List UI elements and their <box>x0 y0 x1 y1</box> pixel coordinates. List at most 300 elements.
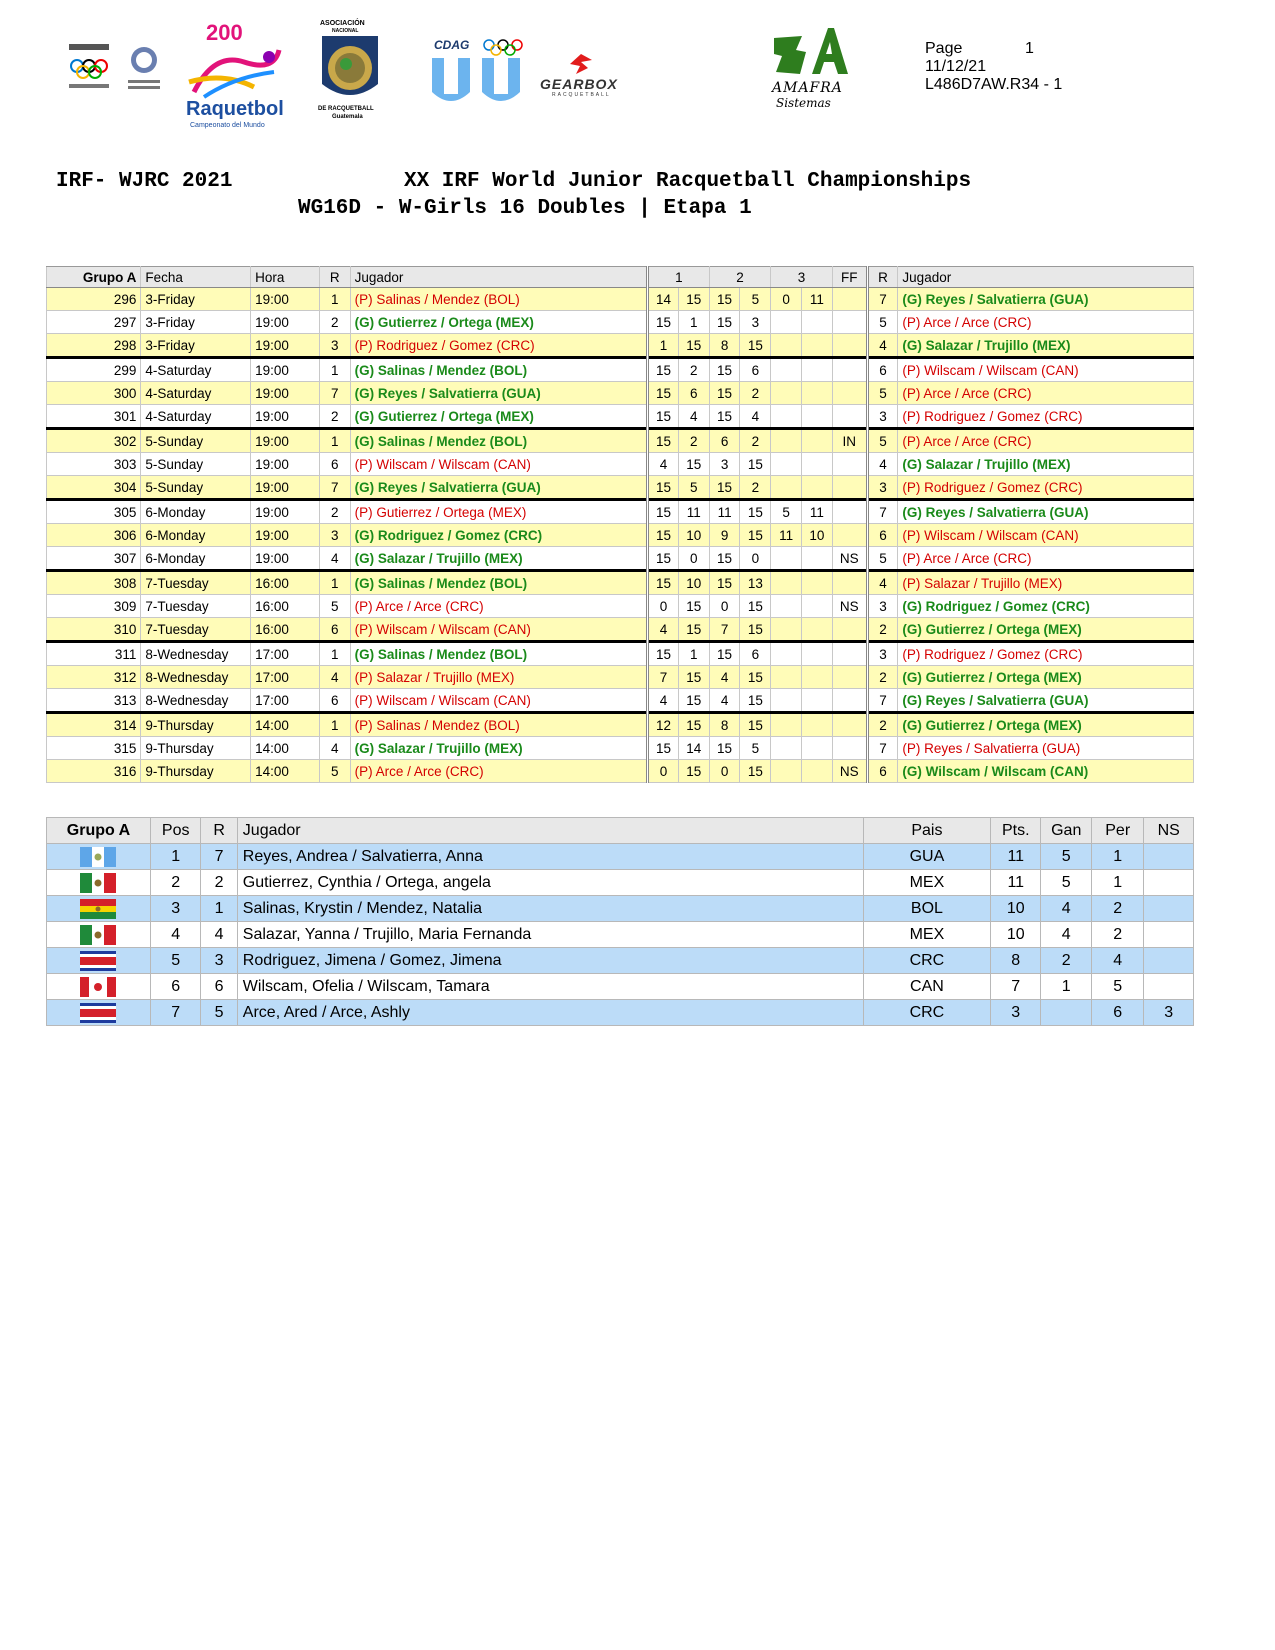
game-score: 15 <box>709 382 740 405</box>
raquetbol-sub: Campeonato del Mundo <box>190 122 265 129</box>
game-score <box>802 334 833 358</box>
st-col-r: R <box>201 818 237 844</box>
match-date: 9-Thursday <box>141 737 251 760</box>
match-date: 3-Friday <box>141 334 251 358</box>
player1-rank: 4 <box>319 737 350 760</box>
game-score: 5 <box>771 500 802 524</box>
game-score: 15 <box>740 666 771 689</box>
player1-name: (G) Salinas / Mendez (BOL) <box>350 429 648 453</box>
game-score: 15 <box>740 713 771 737</box>
match-number: 316 <box>47 760 141 783</box>
player1-rank: 3 <box>319 524 350 547</box>
game-score: 4 <box>648 618 679 642</box>
match-time: 17:00 <box>251 642 320 666</box>
match-time: 19:00 <box>251 334 320 358</box>
game-score <box>771 571 802 595</box>
player2-rank: 7 <box>867 500 898 524</box>
player2-rank: 6 <box>867 358 898 382</box>
match-date: 6-Monday <box>141 500 251 524</box>
standing-points: 11 <box>991 870 1041 896</box>
game-score <box>771 737 802 760</box>
col-hora: Hora <box>251 267 320 288</box>
standings-row <box>47 844 1194 870</box>
matches-table <box>46 266 1194 783</box>
player1-rank: 1 <box>319 571 350 595</box>
standing-points: 10 <box>991 922 1041 948</box>
game-score: 5 <box>740 288 771 311</box>
game-score: 15 <box>648 642 679 666</box>
matches-header-row <box>47 267 1194 288</box>
game-score <box>802 595 833 618</box>
matches-body <box>47 288 1194 783</box>
asociacion-top-text: ASOCIACIÓN <box>320 20 365 27</box>
standing-rank: 1 <box>201 896 237 922</box>
player1-rank: 1 <box>319 288 350 311</box>
game-score: 11 <box>709 500 740 524</box>
standing-rank: 5 <box>201 1000 237 1026</box>
standing-ns <box>1144 922 1194 948</box>
standing-lost: 2 <box>1091 922 1144 948</box>
match-time: 19:00 <box>251 405 320 429</box>
player1-rank: 2 <box>319 405 350 429</box>
match-number: 305 <box>47 500 141 524</box>
asociacion-bottom-text: DE RACQUETBALL <box>318 106 374 112</box>
game-score: 8 <box>709 334 740 358</box>
flag-cell <box>47 870 151 896</box>
game-score: 1 <box>648 334 679 358</box>
flag-cell <box>47 922 151 948</box>
game-score: 15 <box>709 358 740 382</box>
standing-points: 7 <box>991 974 1041 1000</box>
player1-rank: 6 <box>319 453 350 476</box>
standing-ns: 3 <box>1144 1000 1194 1026</box>
game-score: 5 <box>678 476 709 500</box>
col-group: Grupo A <box>47 267 141 288</box>
col-r2: R <box>867 267 898 288</box>
match-row <box>47 689 1194 713</box>
match-number: 302 <box>47 429 141 453</box>
player1-rank: 5 <box>319 595 350 618</box>
game-score <box>802 713 833 737</box>
game-score <box>771 453 802 476</box>
forfeit-flag <box>832 713 867 737</box>
match-time: 16:00 <box>251 595 320 618</box>
standing-players: Arce, Ared / Arce, Ashly <box>237 1000 863 1026</box>
game-score: 15 <box>648 429 679 453</box>
standing-ns <box>1144 870 1194 896</box>
match-date: 4-Saturday <box>141 405 251 429</box>
player1-name: (P) Gutierrez / Ortega (MEX) <box>350 500 648 524</box>
country-flag-icon <box>80 899 116 919</box>
match-date: 8-Wednesday <box>141 642 251 666</box>
forfeit-flag <box>832 500 867 524</box>
match-row <box>47 358 1194 382</box>
game-score: 2 <box>740 429 771 453</box>
game-score <box>802 547 833 571</box>
match-time: 17:00 <box>251 666 320 689</box>
game-score: 15 <box>740 524 771 547</box>
game-score: 15 <box>740 595 771 618</box>
player1-name: (G) Gutierrez / Ortega (MEX) <box>350 311 648 334</box>
match-row <box>47 453 1194 476</box>
flag-cell <box>47 948 151 974</box>
col-game-1: 1 <box>648 267 710 288</box>
match-time: 14:00 <box>251 737 320 760</box>
gearbox-sub: RACQUETBALL <box>552 92 611 98</box>
game-score: 15 <box>709 737 740 760</box>
game-score <box>771 311 802 334</box>
match-date: 9-Thursday <box>141 713 251 737</box>
game-score: 11 <box>678 500 709 524</box>
player2-rank: 5 <box>867 429 898 453</box>
match-time: 19:00 <box>251 358 320 382</box>
match-row <box>47 288 1194 311</box>
standing-won: 1 <box>1041 974 1091 1000</box>
page-number: 1 <box>1025 40 1034 57</box>
match-date: 5-Sunday <box>141 476 251 500</box>
player1-rank: 4 <box>319 547 350 571</box>
standing-ns <box>1144 844 1194 870</box>
col-jugador: Jugador <box>350 267 648 288</box>
match-row <box>47 666 1194 689</box>
player1-rank: 1 <box>319 358 350 382</box>
player2-name: (P) Rodriguez / Gomez (CRC) <box>898 405 1194 429</box>
game-score: 2 <box>740 382 771 405</box>
standings-row <box>47 1000 1194 1026</box>
match-number: 298 <box>47 334 141 358</box>
ministry-crest-logo <box>124 42 164 92</box>
flag-cell <box>47 1000 151 1026</box>
match-number: 306 <box>47 524 141 547</box>
game-score: 0 <box>709 760 740 783</box>
player2-rank: 4 <box>867 453 898 476</box>
standing-won: 4 <box>1041 896 1091 922</box>
flag-cell <box>47 844 151 870</box>
player2-rank: 7 <box>867 288 898 311</box>
player2-name: (G) Gutierrez / Ortega (MEX) <box>898 713 1194 737</box>
player1-rank: 6 <box>319 689 350 713</box>
player2-rank: 3 <box>867 642 898 666</box>
player2-name: (G) Gutierrez / Ortega (MEX) <box>898 666 1194 689</box>
country-flag-icon <box>80 1003 116 1023</box>
game-score <box>771 666 802 689</box>
match-date: 7-Tuesday <box>141 571 251 595</box>
game-score: 4 <box>740 405 771 429</box>
game-score <box>802 429 833 453</box>
game-score: 15 <box>678 595 709 618</box>
game-score: 15 <box>648 737 679 760</box>
st-col-per: Per <box>1091 818 1144 844</box>
standing-points: 10 <box>991 896 1041 922</box>
game-score: 15 <box>709 571 740 595</box>
player1-rank: 1 <box>319 642 350 666</box>
game-score: 14 <box>648 288 679 311</box>
olympic-rings-icon <box>482 38 524 56</box>
player2-name: (P) Wilscam / Wilscam (CAN) <box>898 358 1194 382</box>
forfeit-flag <box>832 618 867 642</box>
match-number: 301 <box>47 405 141 429</box>
player1-rank: 2 <box>319 311 350 334</box>
game-score <box>771 595 802 618</box>
match-row <box>47 311 1194 334</box>
match-row <box>47 524 1194 547</box>
game-score: 2 <box>740 476 771 500</box>
match-row <box>47 642 1194 666</box>
standings-body <box>47 844 1194 1026</box>
standing-lost: 4 <box>1091 948 1144 974</box>
game-score <box>771 547 802 571</box>
game-score: 2 <box>678 429 709 453</box>
game-score: 7 <box>648 666 679 689</box>
game-score <box>802 382 833 405</box>
game-score <box>802 618 833 642</box>
game-score <box>771 476 802 500</box>
match-row <box>47 618 1194 642</box>
country-flag-icon <box>80 951 116 971</box>
game-score: 15 <box>709 405 740 429</box>
amafra-mark-icon <box>772 26 848 78</box>
forfeit-flag <box>832 571 867 595</box>
forfeit-flag: NS <box>832 595 867 618</box>
match-row <box>47 405 1194 429</box>
forfeit-flag <box>832 453 867 476</box>
game-score <box>771 713 802 737</box>
col-ff: FF <box>832 267 867 288</box>
standing-pos: 4 <box>150 922 200 948</box>
report-code: L486D7AW.R34 - 1 <box>925 76 1063 93</box>
match-date: 5-Sunday <box>141 453 251 476</box>
forfeit-flag <box>832 405 867 429</box>
standing-won: 2 <box>1041 948 1091 974</box>
match-number: 311 <box>47 642 141 666</box>
standing-ns <box>1144 974 1194 1000</box>
game-score: 15 <box>648 382 679 405</box>
st-col-pos: Pos <box>150 818 200 844</box>
game-score <box>802 689 833 713</box>
standing-ns <box>1144 948 1194 974</box>
player2-name: (P) Salazar / Trujillo (MEX) <box>898 571 1194 595</box>
match-time: 19:00 <box>251 288 320 311</box>
standing-players: Gutierrez, Cynthia / Ortega, angela <box>237 870 863 896</box>
forfeit-flag <box>832 689 867 713</box>
standing-country: BOL <box>863 896 990 922</box>
game-score: 4 <box>678 405 709 429</box>
standing-rank: 4 <box>201 922 237 948</box>
standings-row <box>47 974 1194 1000</box>
player1-rank: 3 <box>319 334 350 358</box>
standings-row <box>47 922 1194 948</box>
forfeit-flag: NS <box>832 547 867 571</box>
match-time: 19:00 <box>251 524 320 547</box>
game-score: 11 <box>802 500 833 524</box>
game-score <box>802 476 833 500</box>
player2-rank: 2 <box>867 713 898 737</box>
match-number: 315 <box>47 737 141 760</box>
match-number: 314 <box>47 713 141 737</box>
game-score <box>771 358 802 382</box>
player2-name: (G) Salazar / Trujillo (MEX) <box>898 334 1194 358</box>
gearbox-mark-icon <box>566 52 596 76</box>
match-date: 8-Wednesday <box>141 666 251 689</box>
game-score: 4 <box>709 666 740 689</box>
player2-rank: 7 <box>867 689 898 713</box>
standing-pos: 1 <box>150 844 200 870</box>
match-time: 19:00 <box>251 382 320 405</box>
event-code: IRF- WJRC 2021 <box>56 170 233 193</box>
standing-country: CRC <box>863 1000 990 1026</box>
game-score <box>771 689 802 713</box>
match-number: 304 <box>47 476 141 500</box>
player2-rank: 5 <box>867 311 898 334</box>
st-col-pais: Pais <box>863 818 990 844</box>
shield-emblem-icon <box>318 34 382 106</box>
player2-rank: 3 <box>867 476 898 500</box>
standing-pos: 3 <box>150 896 200 922</box>
game-score: 15 <box>740 689 771 713</box>
standing-country: MEX <box>863 870 990 896</box>
match-time: 16:00 <box>251 618 320 642</box>
game-score: 2 <box>678 358 709 382</box>
col-game-2: 2 <box>709 267 771 288</box>
player1-rank: 1 <box>319 713 350 737</box>
game-score: 15 <box>740 618 771 642</box>
match-row <box>47 760 1194 783</box>
standing-country: CRC <box>863 948 990 974</box>
standing-won: 5 <box>1041 844 1091 870</box>
forfeit-flag: NS <box>832 760 867 783</box>
game-score <box>802 642 833 666</box>
game-score: 0 <box>648 760 679 783</box>
standing-rank: 3 <box>201 948 237 974</box>
player1-name: (G) Gutierrez / Ortega (MEX) <box>350 405 648 429</box>
game-score <box>802 760 833 783</box>
match-time: 19:00 <box>251 429 320 453</box>
match-row <box>47 595 1194 618</box>
standing-pos: 2 <box>150 870 200 896</box>
game-score: 4 <box>648 453 679 476</box>
amafra-text: AMAFRA <box>772 80 843 96</box>
game-score <box>771 618 802 642</box>
game-score: 15 <box>740 500 771 524</box>
racquet-player-icon <box>184 42 284 102</box>
standings-row <box>47 948 1194 974</box>
standings-row <box>47 870 1194 896</box>
player1-name: (P) Arce / Arce (CRC) <box>350 595 648 618</box>
gearbox-logo <box>540 52 630 98</box>
game-score: 0 <box>648 595 679 618</box>
player2-name: (P) Reyes / Salvatierra (GUA) <box>898 737 1194 760</box>
game-score: 15 <box>648 547 679 571</box>
match-date: 3-Friday <box>141 311 251 334</box>
player2-rank: 5 <box>867 547 898 571</box>
standing-points: 8 <box>991 948 1041 974</box>
game-score: 15 <box>678 713 709 737</box>
player2-rank: 2 <box>867 666 898 689</box>
game-score: 15 <box>709 311 740 334</box>
standing-players: Rodriguez, Jimena / Gomez, Jimena <box>237 948 863 974</box>
player1-name: (G) Salinas / Mendez (BOL) <box>350 642 648 666</box>
standing-points: 3 <box>991 1000 1041 1026</box>
player1-name: (P) Salazar / Trujillo (MEX) <box>350 666 648 689</box>
player1-name: (G) Reyes / Salvatierra (GUA) <box>350 476 648 500</box>
forfeit-flag <box>832 737 867 760</box>
player2-name: (P) Rodriguez / Gomez (CRC) <box>898 476 1194 500</box>
player2-name: (P) Arce / Arce (CRC) <box>898 547 1194 571</box>
forfeit-flag <box>832 642 867 666</box>
standing-players: Salinas, Krystin / Mendez, Natalia <box>237 896 863 922</box>
match-row <box>47 737 1194 760</box>
forfeit-flag <box>832 288 867 311</box>
forfeit-flag <box>832 476 867 500</box>
match-row <box>47 334 1194 358</box>
forfeit-flag <box>832 334 867 358</box>
match-time: 19:00 <box>251 476 320 500</box>
player2-rank: 2 <box>867 618 898 642</box>
match-time: 14:00 <box>251 760 320 783</box>
report-date: 11/12/21 <box>925 58 987 75</box>
match-date: 7-Tuesday <box>141 595 251 618</box>
standings-header-row <box>47 818 1194 844</box>
standing-country: MEX <box>863 922 990 948</box>
game-score: 15 <box>648 476 679 500</box>
game-score <box>802 311 833 334</box>
match-number: 303 <box>47 453 141 476</box>
game-score <box>802 358 833 382</box>
standing-lost: 1 <box>1091 870 1144 896</box>
game-score: 13 <box>740 571 771 595</box>
match-number: 312 <box>47 666 141 689</box>
player2-rank: 6 <box>867 524 898 547</box>
game-score: 5 <box>740 737 771 760</box>
raquetbol-word: Raquetbol <box>186 98 284 120</box>
match-number: 313 <box>47 689 141 713</box>
player2-name: (P) Arce / Arce (CRC) <box>898 311 1194 334</box>
game-score: 15 <box>740 760 771 783</box>
match-row <box>47 382 1194 405</box>
player1-name: (G) Salazar / Trujillo (MEX) <box>350 737 648 760</box>
game-score: 10 <box>678 524 709 547</box>
country-flag-icon <box>80 925 116 945</box>
standing-lost: 5 <box>1091 974 1144 1000</box>
match-time: 14:00 <box>251 713 320 737</box>
match-date: 4-Saturday <box>141 358 251 382</box>
game-score <box>771 429 802 453</box>
standing-country: CAN <box>863 974 990 1000</box>
game-score: 4 <box>648 689 679 713</box>
game-score: 14 <box>678 737 709 760</box>
standing-players: Reyes, Andrea / Salvatierra, Anna <box>237 844 863 870</box>
country-flag-icon <box>80 847 116 867</box>
match-date: 5-Sunday <box>141 429 251 453</box>
game-score <box>802 737 833 760</box>
olympic-committee-logo <box>64 42 114 92</box>
player2-name: (G) Reyes / Salvatierra (GUA) <box>898 288 1194 311</box>
col-r: R <box>319 267 350 288</box>
match-time: 16:00 <box>251 571 320 595</box>
match-number: 307 <box>47 547 141 571</box>
player1-name: (P) Salinas / Mendez (BOL) <box>350 288 648 311</box>
standing-rank: 7 <box>201 844 237 870</box>
player2-name: (G) Reyes / Salvatierra (GUA) <box>898 689 1194 713</box>
forfeit-flag: IN <box>832 429 867 453</box>
gearbox-text: GEARBOX <box>540 76 618 92</box>
game-score <box>802 666 833 689</box>
game-score: 15 <box>648 500 679 524</box>
amafra-logo <box>770 26 860 116</box>
standing-pos: 6 <box>150 974 200 1000</box>
game-score: 6 <box>678 382 709 405</box>
page-label: Page <box>925 40 963 57</box>
